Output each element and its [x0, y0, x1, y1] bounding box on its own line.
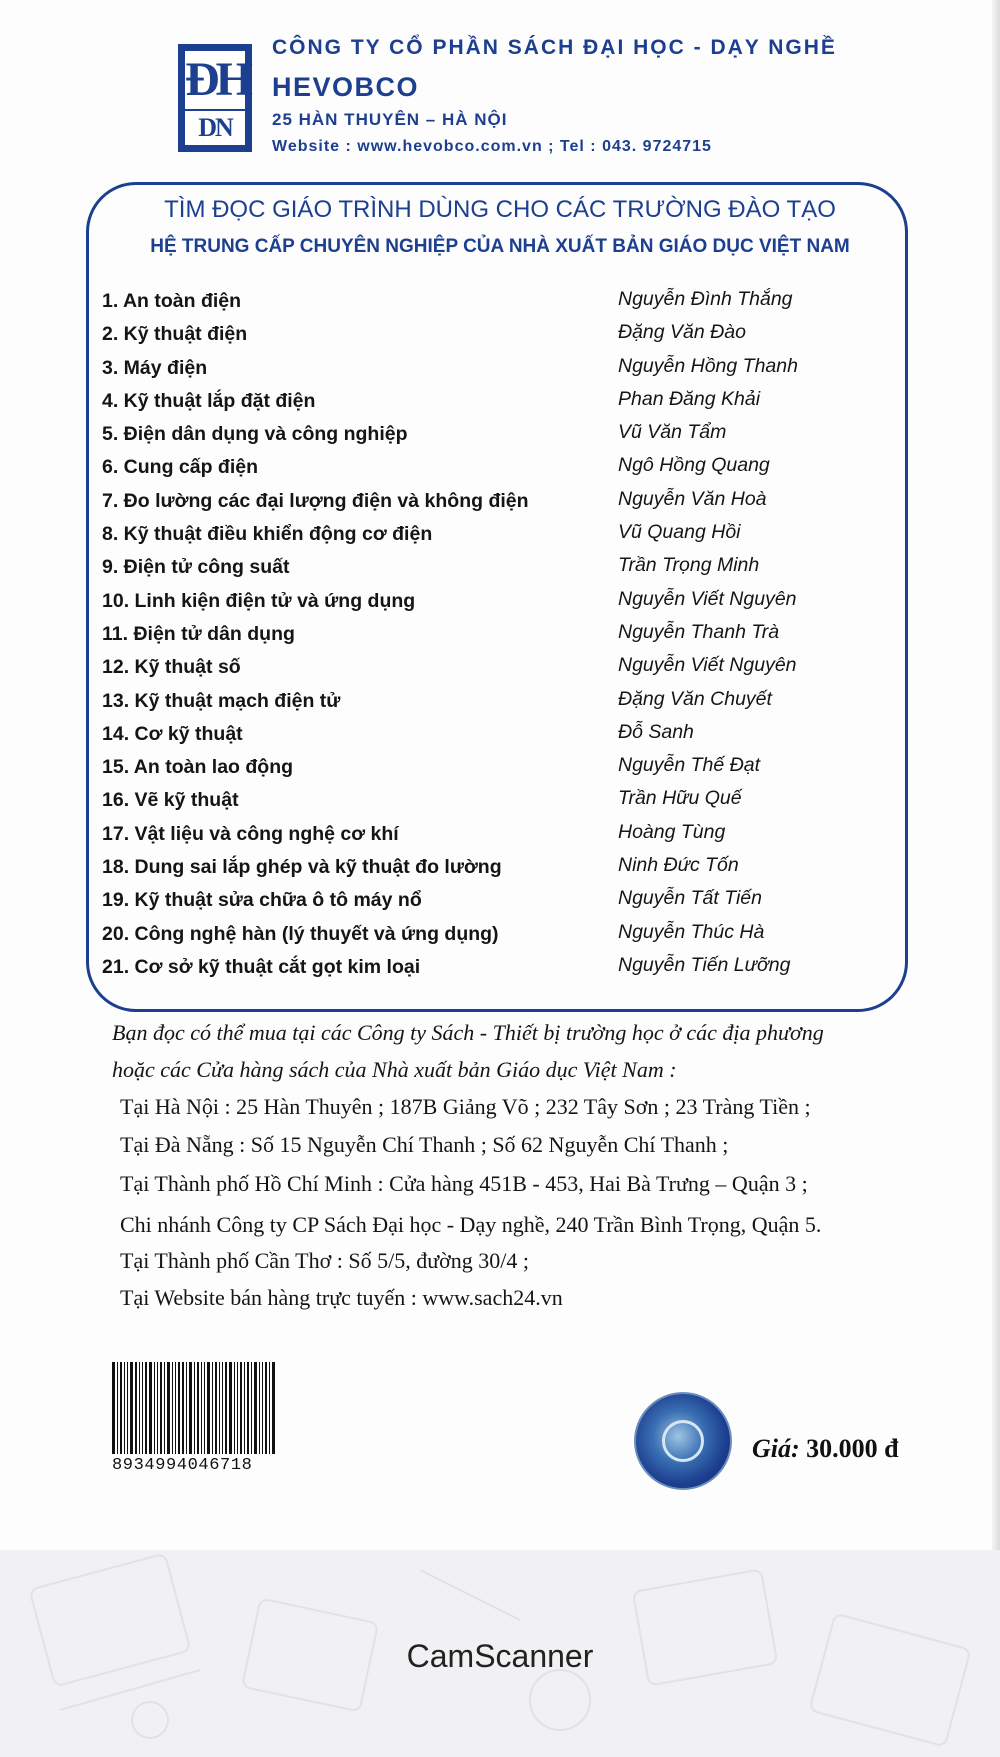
barcode — [112, 1362, 320, 1476]
book-row — [100, 721, 880, 754]
book-author: Ngô Hồng Quang — [618, 454, 770, 477]
logo-top-letters: ĐH — [185, 51, 245, 109]
book-author: Đặng Văn Đào — [618, 321, 746, 344]
price-value: 30.000 đ — [806, 1434, 899, 1463]
book-list-heading: TÌM ĐỌC GIÁO TRÌNH DÙNG CHO CÁC TRƯỜNG ĐÀO TẠO — [164, 196, 836, 223]
brand-name: HEVOBCO — [272, 72, 420, 102]
book-title: 11. Điện tử dân dụng — [102, 622, 295, 645]
distribution-intro-line1: Bạn đọc có thể mua tại các Công ty Sách - Thiết bị trường học ở các địa phương — [112, 1020, 824, 1045]
book-row — [100, 521, 880, 554]
book-author: Ninh Đức Tốn — [618, 854, 739, 877]
book-row — [100, 954, 880, 987]
book-title: 18. Dung sai lắp ghép và kỹ thuật đo lường — [102, 856, 502, 879]
company-name: CÔNG TY CỔ PHẦN SÁCH ĐẠI HỌC - DẠY NGHỀ — [272, 36, 837, 59]
book-author: Nguyễn Đình Thắng — [618, 288, 793, 310]
book-row — [100, 654, 880, 687]
address-danang: Tại Đà Nẵng : Số 15 Nguyễn Chí Thanh ; Số 62 Nguyễn Chí Thanh ; — [120, 1132, 729, 1157]
book-title: 19. Kỹ thuật sửa chữa ô tô máy nổ — [102, 889, 422, 912]
book-row — [100, 754, 880, 787]
book-author: Nguyễn Tất Tiến — [618, 887, 762, 910]
address-cantho: Tại Thành phố Cần Thơ : Số 5/5, đường 30/4 ; — [120, 1248, 529, 1273]
publisher-logo — [178, 44, 252, 152]
book-author: Nguyễn Tiến Lưỡng — [618, 953, 791, 976]
book-row — [100, 288, 880, 321]
book-row — [100, 454, 880, 487]
hologram-seal — [634, 1392, 732, 1490]
book-row — [100, 488, 880, 521]
book-title: 13. Kỹ thuật mạch điện tử — [102, 689, 341, 712]
book-author: Trần Hữu Quế — [618, 787, 742, 810]
price-tag — [752, 1434, 899, 1464]
book-title: 16. Vẽ kỹ thuật — [102, 789, 239, 812]
book-title: 14. Cơ kỹ thuật — [102, 722, 243, 745]
company-address: 25 HÀN THUYÊN – HÀ NỘI — [272, 110, 508, 129]
book-row — [100, 621, 880, 654]
book-title: 12. Kỹ thuật số — [102, 656, 241, 679]
book-author: Đỗ Sanh — [618, 720, 694, 743]
online-store: Tại Website bán hàng trực tuyến : www.sach24.vn — [120, 1285, 563, 1310]
book-row — [100, 421, 880, 454]
book-title: 15. An toàn lao động — [102, 756, 294, 779]
book-title: 2. Kỹ thuật điện — [102, 323, 248, 346]
book-title: 5. Điện dân dụng và công nghiệp — [102, 423, 408, 446]
book-title: 1. An toàn điện — [102, 290, 242, 312]
book-list-subheading: HỆ TRUNG CẤP CHUYÊN NGHIỆP CỦA NHÀ XUẤT BẢN GIÁO DỤC VIỆT NAM — [150, 236, 850, 257]
book-title: 21. Cơ sở kỹ thuật cắt gọt kim loại — [102, 955, 421, 978]
book-title: 7. Đo lường các đại lượng điện và không điện — [102, 489, 529, 512]
book-row — [100, 688, 880, 721]
book-title: 3. Máy điện — [102, 356, 208, 379]
book-title: 8. Kỹ thuật điều khiển động cơ điện — [102, 523, 433, 546]
book-title: 6. Cung cấp điện — [102, 456, 259, 479]
book-row — [100, 355, 880, 388]
book-author: Nguyễn Thúc Hà — [618, 920, 765, 943]
barcode-bars — [112, 1362, 320, 1454]
book-row — [100, 921, 880, 954]
barcode-number: 8934994046718 — [112, 1456, 253, 1475]
address-hcm: Tại Thành phố Hồ Chí Minh : Cửa hàng 451B - 453, Hai Bà Trưng – Quận 3 ; — [120, 1171, 808, 1196]
book-title: 20. Công nghệ hàn (lý thuyết và ứng dụng) — [102, 922, 499, 945]
book-row — [100, 588, 880, 621]
book-author: Đặng Văn Chuyết — [618, 687, 772, 710]
address-branch: Chi nhánh Công ty CP Sách Đại học - Dạy nghề, 240 Trần Bình Trọng, Quận 5. — [120, 1212, 822, 1237]
scanner-watermark-bar — [0, 1550, 1000, 1757]
book-author: Phan Đăng Khải — [618, 387, 761, 410]
book-row — [100, 321, 880, 354]
book-author: Nguyễn Viết Nguyên — [618, 654, 797, 677]
book-author: Nguyễn Thế Đạt — [618, 754, 760, 777]
address-hanoi: Tại Hà Nội : 25 Hàn Thuyên ; 187B Giảng Võ ; 232 Tây Sơn ; 23 Tràng Tiền ; — [120, 1094, 811, 1119]
page-edge — [992, 0, 1000, 1550]
book-title: 9. Điện tử công suất — [102, 556, 290, 579]
company-contact: Website : www.hevobco.com.vn ; Tel : 043. 9724715 — [272, 138, 712, 155]
book-author: Trần Trọng Minh — [618, 554, 760, 577]
book-row — [100, 887, 880, 920]
price-label: Giá: — [752, 1434, 800, 1463]
book-row — [100, 854, 880, 887]
book-list — [100, 288, 880, 987]
book-author: Vũ Quang Hồi — [618, 521, 741, 544]
book-author: Hoàng Tùng — [618, 820, 726, 843]
logo-bottom-letters: DN — [185, 111, 245, 145]
book-row — [100, 821, 880, 854]
book-author: Nguyễn Viết Nguyên — [618, 587, 797, 610]
book-author: Vũ Văn Tẩm — [618, 421, 727, 444]
book-row — [100, 787, 880, 820]
book-author: Nguyễn Hồng Thanh — [618, 354, 798, 377]
book-title: 4. Kỹ thuật lắp đặt điện — [102, 389, 316, 412]
book-author: Nguyễn Thanh Trà — [618, 620, 780, 643]
book-author: Nguyễn Văn Hoà — [618, 487, 767, 510]
distribution-intro-line2: hoặc các Cửa hàng sách của Nhà xuất bản Giáo dục Việt Nam : — [112, 1057, 677, 1082]
book-row — [100, 388, 880, 421]
book-title: 10. Linh kiện điện tử và ứng dụng — [102, 589, 416, 612]
book-row — [100, 554, 880, 587]
book-title: 17. Vật liệu và công nghệ cơ khí — [102, 822, 399, 845]
camscanner-label: CamScanner — [406, 1638, 594, 1674]
